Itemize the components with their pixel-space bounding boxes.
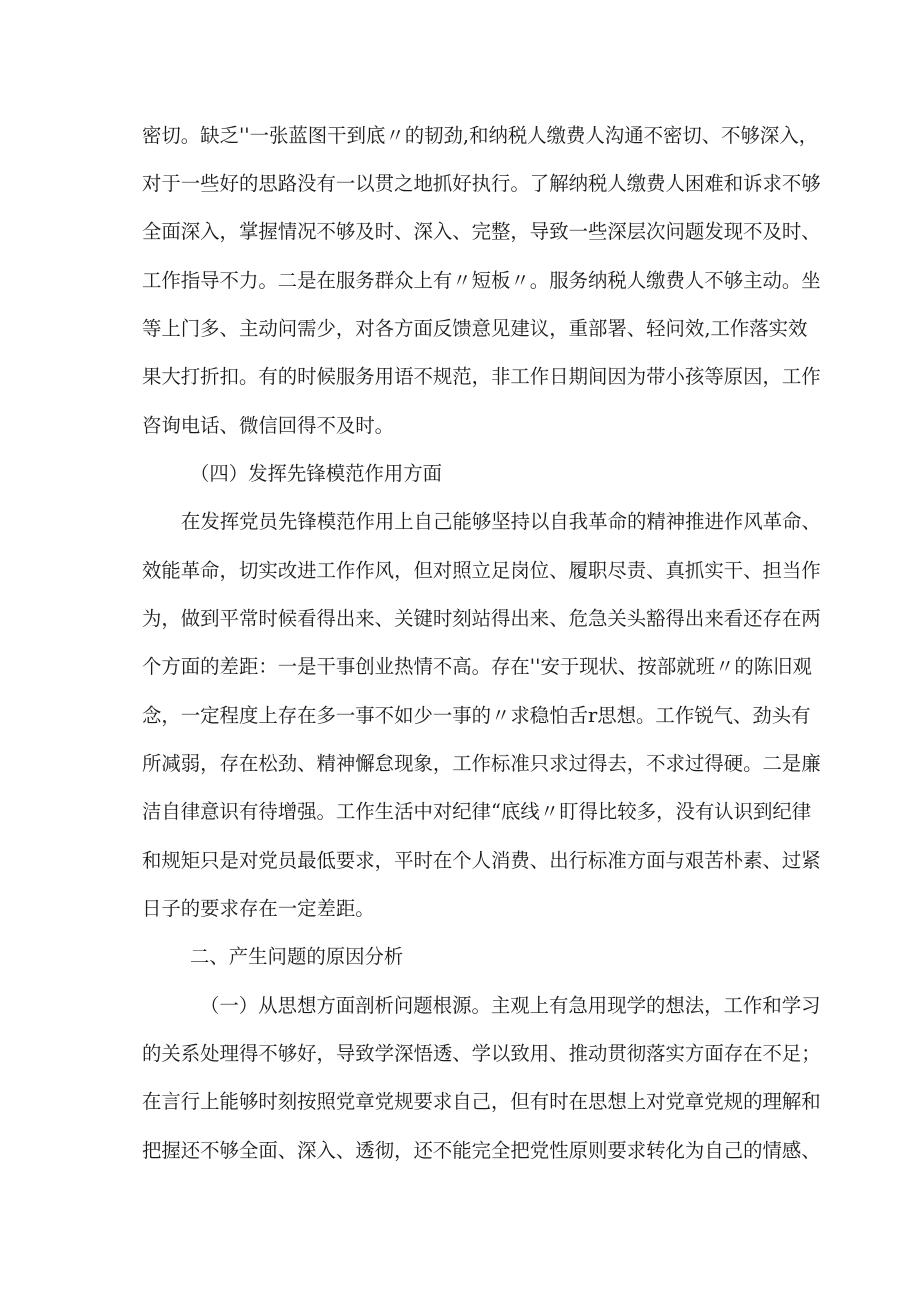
body-text-line: 在发挥党员先锋模范作用上自己能够坚持以自我革命的精神推进作风革命、 (181, 510, 821, 533)
body-text-line: 果大打折扣。有的时候服务用语不规范，非工作日期间因为带小孩等原因，工作 (142, 365, 821, 388)
body-text-line: 把握还不够全面、深入、透彻，还不能完全把党性原则要求转化为自己的情感、 (142, 1139, 821, 1162)
section-heading: 二、产生问题的原因分析 (190, 945, 404, 968)
body-text-line: 洁自律意识有待增强。工作生活中对纪律“底线〃盯得比较多，没有认识到纪律 (142, 800, 812, 823)
section-heading: （四）发挥先锋模范作用方面 (190, 462, 443, 485)
body-text-line: 为，做到平常时候看得出来、关键时刻站得出来、危急关头豁得出来看还存在两 (142, 607, 821, 630)
body-text-line: 效能革命，切实改进工作作风，但对照立足岗位、履职尽责、真抓实干、担当作 (142, 559, 821, 582)
body-text-line: 念，一定程度上存在多一事不如少一事的〃求稳怕舌r思想。工作锐气、劲头有 (142, 704, 811, 727)
body-text-line: 咨询电话、微信回得不及时。 (142, 414, 395, 437)
body-text-line: 的关系处理得不够好，导致学深悟透、学以致用、推动贯彻落实方面存在不足； (142, 1042, 821, 1065)
body-text-line: 和规矩只是对党员最低要求，平时在个人消费、出行标准方面与艰苦朴素、过紧 (142, 849, 821, 872)
body-text-line: 个方面的差距：一是干事创业热情不高。存在''安于现状、按部就班〃的陈旧观 (142, 655, 812, 678)
body-text-line: 所减弱，存在松劲、精神懈怠现象，工作标准只求过得去，不求过得硬。二是廉 (142, 752, 821, 775)
body-text-line: 工作指导不力。二是在服务群众上有〃短板〃。服务纳税人缴费人不够主动。坐 (142, 269, 821, 292)
body-text-line: 全面深入，掌握情况不够及时、深入、完整，导致一些深层次问题发现不及时、 (142, 220, 821, 243)
body-text-line: 在言行上能够时刻按照党章党规要求自己，但有时在思想上对党章党规的理解和 (142, 1090, 821, 1113)
body-text-line: （一）从思想方面剖析问题根源。主观上有急用现学的想法，工作和学习 (200, 994, 821, 1017)
body-text-line: 等上门多、主动问需少，对各方面反馈意见建议，重部署、轻问效,工作落实效 (142, 317, 808, 340)
body-text-line: 对于一些好的思路没有一以贯之地抓好执行。了解纳税人缴费人困难和诉求不够 (142, 172, 821, 195)
body-text-line: 密切。缺乏''一张蓝图干到底〃的韧劲,和纳税人缴费人沟通不密切、不够深入， (142, 124, 819, 147)
body-text-line: 日子的要求存在一定差距。 (142, 897, 375, 920)
